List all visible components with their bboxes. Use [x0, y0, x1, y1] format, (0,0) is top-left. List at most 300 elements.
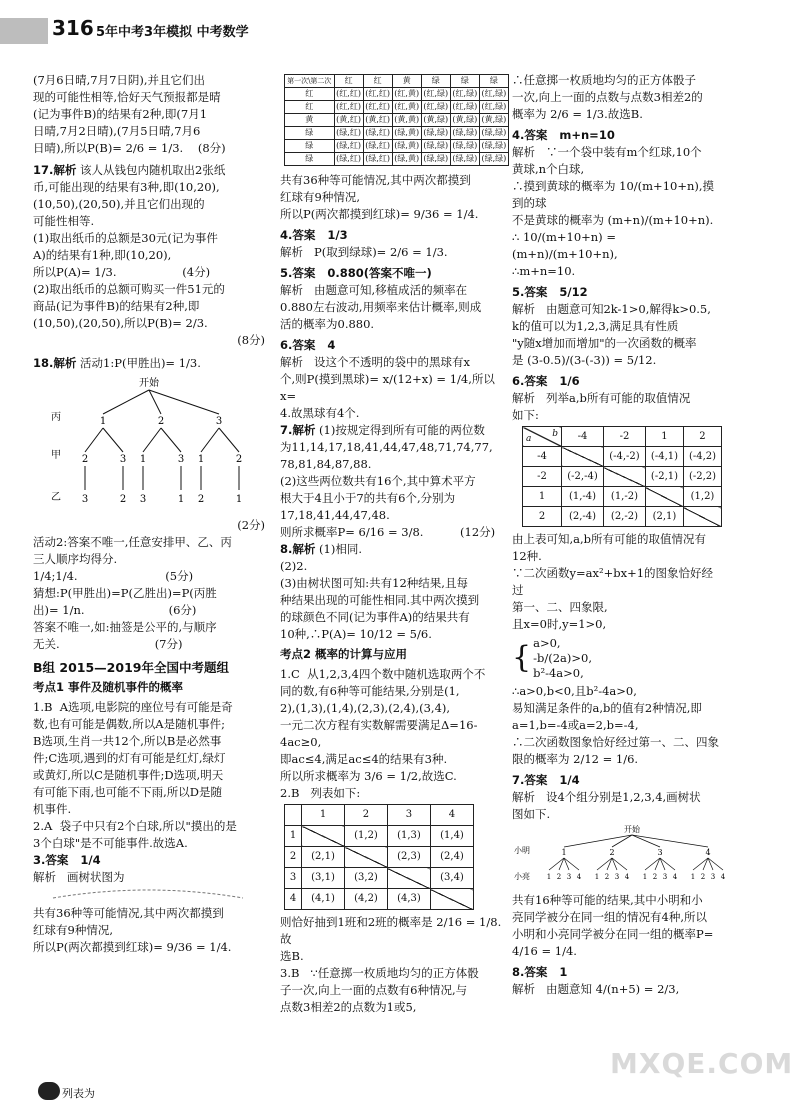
text-line: (1)按规定得到所有可能的两位数 [319, 423, 485, 437]
table-cell: (黄,绿) [450, 114, 479, 127]
text-line: 活的概率为0.880. [280, 317, 375, 331]
table-cell: (1,2) [345, 826, 388, 847]
table-cell: (-4,1) [645, 447, 683, 467]
table-cell: (1,2) [683, 487, 721, 507]
logo-icon [38, 1082, 60, 1100]
table-cell: (3,1) [302, 868, 345, 889]
text-line: ∴任意掷一枚质地均匀的正方体骰子 [512, 73, 696, 87]
text-line: 12种. [512, 549, 542, 563]
answer-line: 8.答案 1 [512, 965, 568, 979]
table-cell: (绿,红) [334, 153, 363, 166]
table-cell: (红,红) [363, 88, 392, 101]
table-cell: (3,2) [345, 868, 388, 889]
question-number: 18.解析 [33, 356, 77, 370]
table-cell: (黄,黄) [392, 114, 421, 127]
text-line: (1)相同. [319, 542, 362, 556]
table-row [285, 847, 474, 868]
table-cell [302, 826, 345, 847]
text-line: 解析 由题意知 4/(n+5) = 2/3, [512, 982, 680, 996]
text-line: (10,50),(20,50),所以P(B)= 2/3. [33, 316, 208, 330]
text-line: 解析 设这个不透明的袋中的黑球有x [280, 355, 470, 369]
text-line: 个,则P(摸到黑球)= x/(12+x) = 1/4,所以x= [280, 372, 495, 403]
tree-diagram-abc [33, 372, 265, 512]
table-cell [345, 847, 388, 868]
table-cell: (2,3) [387, 847, 430, 868]
text-line: 概率为 2/6 = 1/3.故选B. [512, 107, 643, 121]
text-line: (2)2. [280, 559, 308, 573]
table-cell: (绿,红) [363, 127, 392, 140]
header-decoration [0, 18, 48, 44]
table-row [285, 140, 509, 153]
text-line: 现的可能性相等,恰好天气预报都是晴 [33, 90, 221, 104]
text-line: 3.B ∵任意掷一枚质地均匀的正方体骰 [280, 966, 479, 980]
text-line: 所以P(两次都摸到红球)= 9/36 = 1/4. [280, 207, 479, 221]
corner-label-b: b [552, 429, 558, 439]
table-cell: (4,2) [345, 889, 388, 910]
table-cell: (绿,黄) [392, 153, 421, 166]
table-cell: (红,绿) [450, 88, 479, 101]
text-line: 3个白球"是不可能事件.故选A. [33, 836, 188, 850]
tree-node: 1 [235, 494, 243, 505]
tree-row-label: 小亮 [514, 872, 530, 881]
text-line: 解析 列举a,b所有可能的取值情况 [512, 391, 691, 405]
text-line: 解析 P(取到绿球)= 2/6 = 1/3. [280, 245, 448, 259]
table-cell: (红,绿) [450, 101, 479, 114]
text-line: 2.B 列表如下: [280, 786, 361, 800]
section-heading-kp1: 考点1 事件及随机事件的概率 [33, 680, 184, 694]
tree-branch [632, 835, 708, 847]
table-cell [387, 868, 430, 889]
page-number: 316 [52, 16, 94, 40]
text-line: 图如下. [512, 807, 551, 821]
text-line: ∵二次函数y=ax²+bx+1的图象恰好经过 [512, 566, 714, 597]
page-header [0, 0, 750, 58]
tree-node: 2 [609, 848, 615, 857]
tree-node: 2 [119, 494, 127, 505]
text-line: 出)= 1/n. (6分) [33, 603, 197, 617]
class-pair-table [284, 804, 474, 910]
text-line: 所以P(两次都摸到红球)= 9/36 = 1/4. [33, 940, 232, 954]
table-cell: (绿,绿) [479, 127, 508, 140]
text-line: 选B. [280, 949, 304, 963]
answer-line: 5.答案 5/12 [512, 285, 588, 299]
text-line: 为11,14,17,18,41,44,47,48,71,74,77, [280, 440, 493, 454]
table-row [285, 826, 474, 847]
table-cell: (绿,绿) [479, 153, 508, 166]
tree-node: 4 [705, 848, 711, 857]
table-cell: (黄,绿) [421, 114, 450, 127]
text-line: 则恰好抽到1班和2班的概率是 2/16 = 1/8.故 [280, 915, 502, 946]
text-line: 的球颜色不同(记为事件A)的结果共有 [280, 610, 470, 624]
text-line: 4ac≥0, [280, 735, 322, 749]
table-header-cell: 红 [363, 75, 392, 88]
text-line: 78,81,84,87,88. [280, 457, 372, 471]
table-row [523, 427, 722, 447]
table-header-cell: 1 [302, 805, 345, 826]
text-line: ∴二次函数图象恰好经过第一、二、四象 [512, 735, 719, 749]
text-line: (2)这些两位数共有16个,其中算术平方 [280, 474, 476, 488]
text-line: 解析 画树状图为 [33, 870, 125, 884]
table-row [285, 805, 474, 826]
text-line: 三人顺序均得分. [33, 552, 118, 566]
table-cell: (2,4) [430, 847, 473, 868]
column-right [512, 72, 724, 1102]
table-cell: (黄,绿) [479, 114, 508, 127]
text-line: 日晴,7月2日晴),(7月5日晴,7月6 [33, 124, 201, 138]
tree-node: 1 [177, 494, 185, 505]
table-cell: (红,红) [334, 88, 363, 101]
tree-node: 1 [99, 416, 107, 427]
table-cell: (绿,黄) [392, 127, 421, 140]
tree-branches [547, 835, 726, 881]
table-cell: (绿,绿) [421, 153, 450, 166]
table-row [285, 101, 509, 114]
text-line: 解析 由题意可知,移植成活的频率在 [280, 283, 468, 297]
table-cell: (-2,1) [645, 467, 683, 487]
text-line: 4.故黑球有4个. [280, 406, 360, 420]
text-line: 同的数,有6种等可能结果,分别是(1, [280, 684, 460, 698]
table-header-cell: 黄 [392, 75, 421, 88]
brace-icon: { [512, 640, 532, 675]
answer-line: 5.答案 0.880(答案不唯一) [280, 266, 432, 280]
table-row [523, 467, 722, 487]
tree-node: 3 [662, 873, 668, 881]
answer-line: 6.答案 4 [280, 338, 336, 352]
table-cell: (绿,绿) [450, 140, 479, 153]
table-header-cell: 绿 [450, 75, 479, 88]
text-line: A)的结果有1种,即(10,20), [33, 248, 172, 262]
text-line: B选项,生肖一共12个,所以B是必然事 [33, 734, 222, 748]
text-line: -b/(2a)>0, [533, 650, 592, 665]
answer-line: 4.答案 1/3 [280, 228, 348, 242]
table-row [285, 868, 474, 889]
text-line: 一次,向上一面的点数与点数3相差2的 [512, 90, 703, 104]
table-cell: (绿,红) [363, 153, 392, 166]
question-number: 8.解析 [280, 542, 316, 556]
tree-node: 1 [594, 873, 600, 881]
table-cell: (1,-4) [562, 487, 604, 507]
score-label: (8分) [237, 333, 265, 347]
text-line: 无关. (7分) [33, 637, 183, 651]
tree-node: 1 [690, 873, 696, 881]
text-line: 解析 由题意可知2k-1>0,解得k>0.5, [512, 302, 711, 316]
text-line: 限的概率为 2/12 = 1/6. [512, 752, 639, 766]
answer-line: 3.答案 1/4 [33, 853, 101, 867]
tree-node: 3 [215, 416, 223, 427]
text-line: 如下: [512, 408, 539, 422]
text-line: 即ac≤4,满足ac≤4的结果有3种. [280, 752, 448, 766]
tree-node: 3 [657, 848, 663, 857]
text-line: 1/4;1/4. (5分) [33, 569, 194, 583]
tree-node: 3 [614, 873, 620, 881]
table-cell: (红,绿) [421, 101, 450, 114]
text-line: a>0, [533, 635, 561, 650]
table-cell: (2,1) [302, 847, 345, 868]
text-line: 点数3相差2的点数为1或5, [280, 1000, 417, 1014]
table-cell: (4,1) [302, 889, 345, 910]
text-line: 黄球,n个白球, [512, 162, 585, 176]
text-line: 种结果出现的可能性相同.其中两次摸到 [280, 593, 480, 607]
text-line: 解析 设4个组分别是1,2,3,4,画树状 [512, 790, 701, 804]
table-cell: (4,3) [387, 889, 430, 910]
table-cell: 绿 [285, 153, 335, 166]
text-line: 红球有9种情况, [280, 190, 360, 204]
text-line: 日晴),所以P(B)= 2/6 = 1/3. (8分) [33, 141, 226, 155]
table-cell: 黄 [285, 114, 335, 127]
column-left [33, 72, 265, 1102]
table-cell: (绿,红) [363, 140, 392, 153]
text-line: 件;C选项,遇到的灯有可能是红灯,绿灯 [33, 751, 226, 765]
text-line: (记为事件B)的结果有2种,即(7月1 [33, 107, 208, 121]
tree-node: 1 [561, 848, 567, 857]
ab-values-table [522, 426, 722, 527]
tree-start-label: 开始 [624, 825, 640, 834]
table-cell: 1 [285, 826, 302, 847]
table-cell: (红,绿) [479, 88, 508, 101]
tree-node: 4 [576, 873, 582, 881]
answer-line: 6.答案 1/6 [512, 374, 580, 388]
tree-node: 2 [652, 873, 658, 881]
text-line: 可能性相等. [33, 214, 95, 228]
text-line: 2.A 袋子中只有2个白球,所以"摸出的是 [33, 819, 237, 833]
table-header-cell: 第一次\第二次 [285, 75, 335, 88]
text-line: 小明和小亮同学被分在同一组的概率P= [512, 927, 714, 941]
text-line: 共有36种等可能情况,其中两次都摸到 [280, 173, 471, 187]
table-cell: (绿,绿) [450, 153, 479, 166]
text-line: 不是黄球的概率为 (m+n)/(m+10+n). [512, 213, 714, 227]
text-line: 数,也有可能是偶数,所以A是随机事件; [33, 717, 225, 731]
tree-node: 2 [700, 873, 706, 881]
table-row [523, 487, 722, 507]
table-cell: (1,4) [430, 826, 473, 847]
table-cell: (红,绿) [479, 101, 508, 114]
table-header-cell: 1 [645, 427, 683, 447]
table-cell: (黄,红) [363, 114, 392, 127]
section-heading-kp2: 考点2 概率的计算与应用 [280, 647, 408, 661]
table-cell: 红 [285, 88, 335, 101]
table-row [523, 447, 722, 467]
text-line: 第一、二、四象限, [512, 600, 608, 614]
tree-node: 3 [566, 873, 572, 881]
tree-node: 3 [710, 873, 716, 881]
text-line: 亮同学被分在同一组的情况有4种,所以 [512, 910, 707, 924]
answer-line: 7.答案 1/4 [512, 773, 580, 787]
tree-node: 4 [672, 873, 678, 881]
table-cell: (1,3) [387, 826, 430, 847]
text-line: ∴ 10/(m+10+n) = (m+n)/(m+10+n), [512, 230, 620, 261]
tree-node: 2 [235, 454, 243, 465]
table-header-cell [285, 805, 302, 826]
text-line: 商品(记为事件B)的结果有2种,即 [33, 299, 200, 313]
table-cell: (-2,-4) [562, 467, 604, 487]
table-cell: (黄,红) [334, 114, 363, 127]
text-line: 共有36种等可能情况,其中两次都摸到 [33, 906, 224, 920]
table-row [285, 114, 509, 127]
tree-node: 2 [81, 454, 89, 465]
table-cell: (1,-2) [603, 487, 645, 507]
table-row [285, 153, 509, 166]
text-line: 子一次,向上一面的点数有6种情况,与 [280, 983, 468, 997]
section-heading-group-b: B组 2015—2019年全国中考题组 [33, 660, 229, 675]
table-header-cell: 2 [683, 427, 721, 447]
text-line: 答案不唯一,如:抽签是公平的,与顺序 [33, 620, 217, 634]
tree-node: 1 [546, 873, 552, 881]
question-number: 17.解析 [33, 163, 77, 177]
table-cell [603, 467, 645, 487]
table-cell: 3 [285, 868, 302, 889]
question-number: 7.解析 [280, 423, 316, 437]
table-header-cell: -2 [603, 427, 645, 447]
table-header-cell: -4 [562, 427, 604, 447]
table-cell: (2,-4) [562, 507, 604, 527]
tree-node: 1 [197, 454, 205, 465]
tree-diagram-groups [512, 823, 724, 887]
text-line: ∴m+n=10. [512, 264, 576, 278]
table-cell: (2,-2) [603, 507, 645, 527]
text-line: 易知满足条件的a,b的值有2种情况,即 [512, 701, 702, 715]
text-line: 根大于4且小于7的共有6个,分别为 [280, 491, 456, 505]
table-cell: (红,黄) [392, 101, 421, 114]
text-line: (1)取出纸币的总额是30元(记为事件 [33, 231, 218, 245]
text-line: (2)取出纸币的总额可购买一件51元的 [33, 282, 225, 296]
table-header-cell: 绿 [479, 75, 508, 88]
table-cell: (绿,绿) [421, 127, 450, 140]
text-line: 活动1:P(甲胜出)= 1/3. [80, 356, 201, 370]
tree-node: 3 [119, 454, 127, 465]
text-line: 机事件. [33, 802, 72, 816]
table-cell: (绿,黄) [392, 140, 421, 153]
table-cell [645, 487, 683, 507]
tree-node: 3 [81, 494, 89, 505]
table-cell [562, 447, 604, 467]
tree-row-label: 丙 [51, 412, 61, 423]
table-header-cell: 2 [345, 805, 388, 826]
text-line: 红球有9种情况, [33, 923, 113, 937]
table-cell: 1 [523, 487, 562, 507]
footer-text: 列表为 [62, 1087, 95, 1100]
text-line: ∴摸到黄球的概率为 10/(m+10+n),摸到的球 [512, 179, 715, 210]
table-cell: (2,1) [645, 507, 683, 527]
text-line: 活动2:答案不唯一,任意安排甲、乙、丙 [33, 535, 232, 549]
text-line: 1.C 从1,2,3,4四个数中随机选取两个不 [280, 667, 486, 681]
tree-node: 2 [556, 873, 562, 881]
text-line: 1.B A选项,电影院的座位号有可能是奇 [33, 700, 233, 714]
answer-line: 4.答案 m+n=10 [512, 128, 615, 142]
text-line: 或黄灯,所以C是随机事件;D选项,明天 [33, 768, 224, 782]
tree-node: 3 [177, 454, 185, 465]
table-cell: 红 [285, 101, 335, 114]
table-row [285, 889, 474, 910]
text-line: 共有16种等可能的结果,其中小明和小 [512, 893, 703, 907]
table-cell: (绿,绿) [479, 140, 508, 153]
text-line: 0.880左右波动,用频率来估计概率,则成 [280, 300, 482, 314]
inequality-system [512, 634, 724, 682]
table-cell: (3,4) [430, 868, 473, 889]
text-line: 4/16 = 1/4. [512, 944, 577, 958]
table-cell: (-2,2) [683, 467, 721, 487]
text-line: 17,18,41,44,47,48. [280, 508, 390, 522]
text-line: 猜想:P(甲胜出)=P(乙胜出)=P(丙胜 [33, 586, 217, 600]
watermark: MXQE.COM [610, 1047, 793, 1080]
table-header-cell: 绿 [421, 75, 450, 88]
text-line: 所以P(A)= 1/3. (4分) [33, 265, 211, 279]
table-cell: 绿 [285, 127, 335, 140]
table-cell: (-4,2) [683, 447, 721, 467]
text-line: 有可能下雨,也可能不下雨,所以D是随 [33, 785, 223, 799]
table-cell: (绿,红) [334, 127, 363, 140]
text-line: 所以所求概率为 3/6 = 1/2,故选C. [280, 769, 457, 783]
table-cell: 2 [285, 847, 302, 868]
tree-node: 2 [604, 873, 610, 881]
text-line: (3)由树状图可知:共有12种结果,且每 [280, 576, 468, 590]
text-line: 10种,∴P(A)= 10/12 = 5/6. [280, 627, 432, 641]
text-line: 一元二次方程有实数解需要满足Δ=16- [280, 718, 478, 732]
table-cell: (绿,红) [334, 140, 363, 153]
table-row [285, 127, 509, 140]
text-line: 解析 ∵一个袋中装有m个红球,10个 [512, 145, 702, 159]
table-cell: 4 [285, 889, 302, 910]
tree-node: 4 [624, 873, 630, 881]
table-cell [430, 889, 473, 910]
table-corner-cell [523, 427, 562, 447]
text-line: a=1,b=-4或a=2,b=-4, [512, 718, 639, 732]
tree-branch [632, 835, 660, 847]
tree-node: 2 [157, 416, 165, 427]
text-line: 该人从钱包内随机取出2张纸 [80, 163, 226, 177]
text-line: 是 (3-0.5)/(3-(-3)) = 5/12. [512, 353, 657, 367]
table-row [285, 75, 509, 88]
tree-row-label: 小明 [514, 846, 530, 855]
corner-label-a: a [526, 434, 532, 444]
table-cell: (红,红) [334, 101, 363, 114]
tree-node: 1 [139, 454, 147, 465]
table-header-cell: 红 [334, 75, 363, 88]
table-cell: (绿,绿) [450, 127, 479, 140]
table-cell [683, 507, 721, 527]
table-cell: (红,绿) [421, 88, 450, 101]
color-outcome-table [284, 74, 509, 166]
tree-node: 4 [720, 873, 726, 881]
inequality-lines [533, 636, 592, 681]
text-line: (10,50),(20,50),并且它们出现的 [33, 197, 205, 211]
table-cell: (-4,-2) [603, 447, 645, 467]
text-line: 由上表可知,a,b所有可能的取值情况有 [512, 532, 707, 546]
table-cell: 2 [523, 507, 562, 527]
table-row [523, 507, 722, 527]
tree-row-label: 乙 [51, 492, 61, 503]
table-cell: (绿,绿) [421, 140, 450, 153]
text-line: k的值可以为1,2,3,满足具有性质 [512, 319, 679, 333]
tree-diagram-thumbnail [33, 886, 263, 900]
table-cell: -4 [523, 447, 562, 467]
tree-node: 3 [139, 494, 147, 505]
tree-row-label: 甲 [51, 450, 61, 461]
text-line: b²-4a>0, [533, 665, 584, 680]
tree-node: 1 [642, 873, 648, 881]
table-cell: -2 [523, 467, 562, 487]
text-line: 则所求概率P= 6/16 = 3/8. (12分) [280, 525, 496, 539]
text-line: ∴a>0,b<0,且b²-4a>0, [512, 684, 637, 698]
table-cell: 绿 [285, 140, 335, 153]
text-line: "y随x增加而增加"的一次函数的概率 [512, 336, 697, 350]
tree-start-label: 开始 [139, 378, 159, 389]
table-header-cell: 4 [430, 805, 473, 826]
tree-node: 2 [197, 494, 205, 505]
text-line: 且x=0时,y=1>0, [512, 617, 607, 631]
table-row [285, 88, 509, 101]
text-line: (7月6日晴,7月7日阴),并且它们出 [33, 73, 206, 87]
book-title: 5年中考3年模拟 中考数学 [96, 25, 249, 40]
